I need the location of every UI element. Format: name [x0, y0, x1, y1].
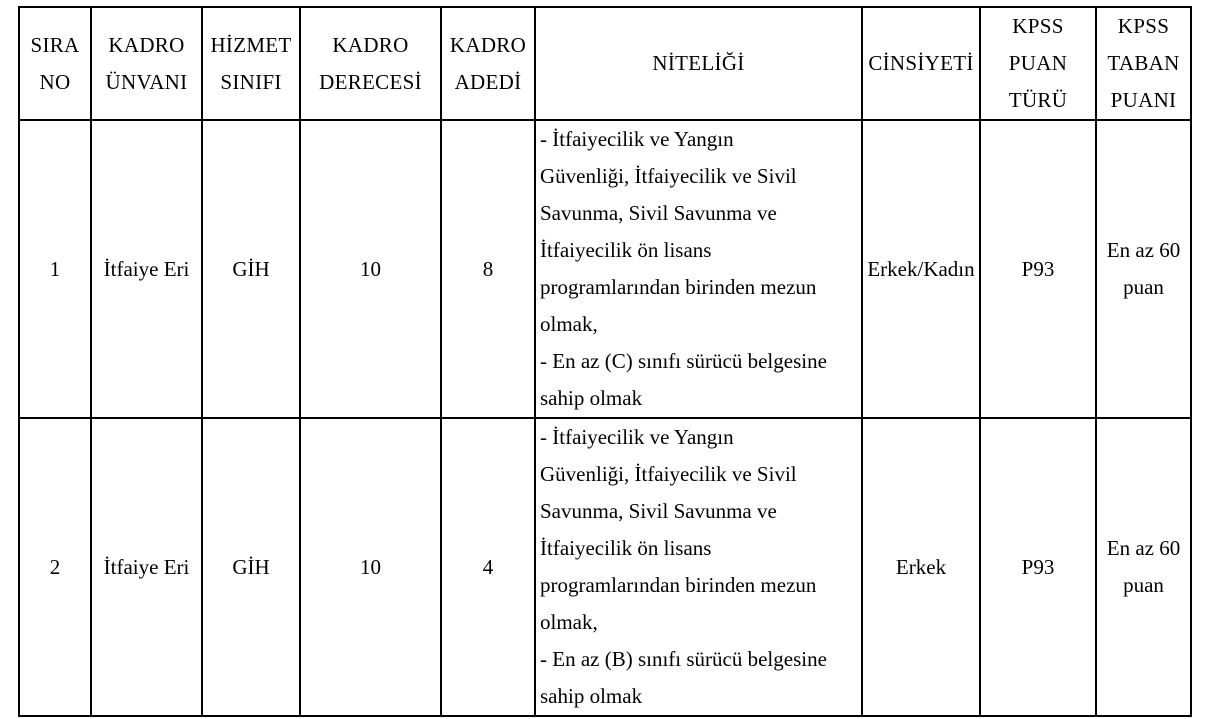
- header-niteligi: NİTELİĞİ: [535, 7, 862, 120]
- header-kadro-adedi: KADRO ADEDİ: [441, 7, 535, 120]
- cell-cinsiyeti: Erkek/Kadın: [862, 120, 980, 418]
- table-row: [19, 418, 1191, 716]
- cell-kpss-taban-puani: En az 60 puan: [1096, 418, 1191, 716]
- cell-kadro-unvani: İtfaiye Eri: [91, 120, 202, 418]
- header-kpss-puan-turu: KPSS PUAN TÜRÜ: [980, 7, 1096, 120]
- cell-hizmet-sinifi: GİH: [202, 120, 300, 418]
- cell-kadro-adedi: 4: [441, 418, 535, 716]
- cell-kpss-puan-turu: P93: [980, 120, 1096, 418]
- header-kpss-taban-puani: KPSS TABAN PUANI: [1096, 7, 1191, 120]
- cell-sira-no: 2: [19, 418, 91, 716]
- cell-niteligi: - İtfaiyecilik ve Yangın Güvenliği, İtfaiyecilik ve Sivil Savunma, Sivil Savunma ve İtfaiyecilik ön lisans programlarından birinden mezun olmak, - En az (B) sınıfı sürücü belgesine sahip olmak: [535, 418, 862, 716]
- cell-sira-no: 1: [19, 120, 91, 418]
- cell-cinsiyeti: Erkek: [862, 418, 980, 716]
- header-kadro-derecesi: KADRO DERECESİ: [300, 7, 441, 120]
- table-row: [19, 120, 1191, 418]
- header-row: [19, 7, 1191, 120]
- cell-kadro-derecesi: 10: [300, 120, 441, 418]
- header-kadro-unvani: KADRO ÜNVANI: [91, 7, 202, 120]
- cell-hizmet-sinifi: GİH: [202, 418, 300, 716]
- cell-kadro-derecesi: 10: [300, 418, 441, 716]
- kadro-table: [18, 6, 1192, 717]
- header-hizmet-sinifi: HİZMET SINIFI: [202, 7, 300, 120]
- cell-kpss-taban-puani: En az 60 puan: [1096, 120, 1191, 418]
- cell-kadro-adedi: 8: [441, 120, 535, 418]
- cell-kpss-puan-turu: P93: [980, 418, 1096, 716]
- cell-niteligi: - İtfaiyecilik ve Yangın Güvenliği, İtfaiyecilik ve Sivil Savunma, Sivil Savunma ve İtfaiyecilik ön lisans programlarından birinden mezun olmak, - En az (C) sınıfı sürücü belgesine sahip olmak: [535, 120, 862, 418]
- header-cinsiyeti: CİNSİYETİ: [862, 7, 980, 120]
- cell-kadro-unvani: İtfaiye Eri: [91, 418, 202, 716]
- header-sira-no: SIRA NO: [19, 7, 91, 120]
